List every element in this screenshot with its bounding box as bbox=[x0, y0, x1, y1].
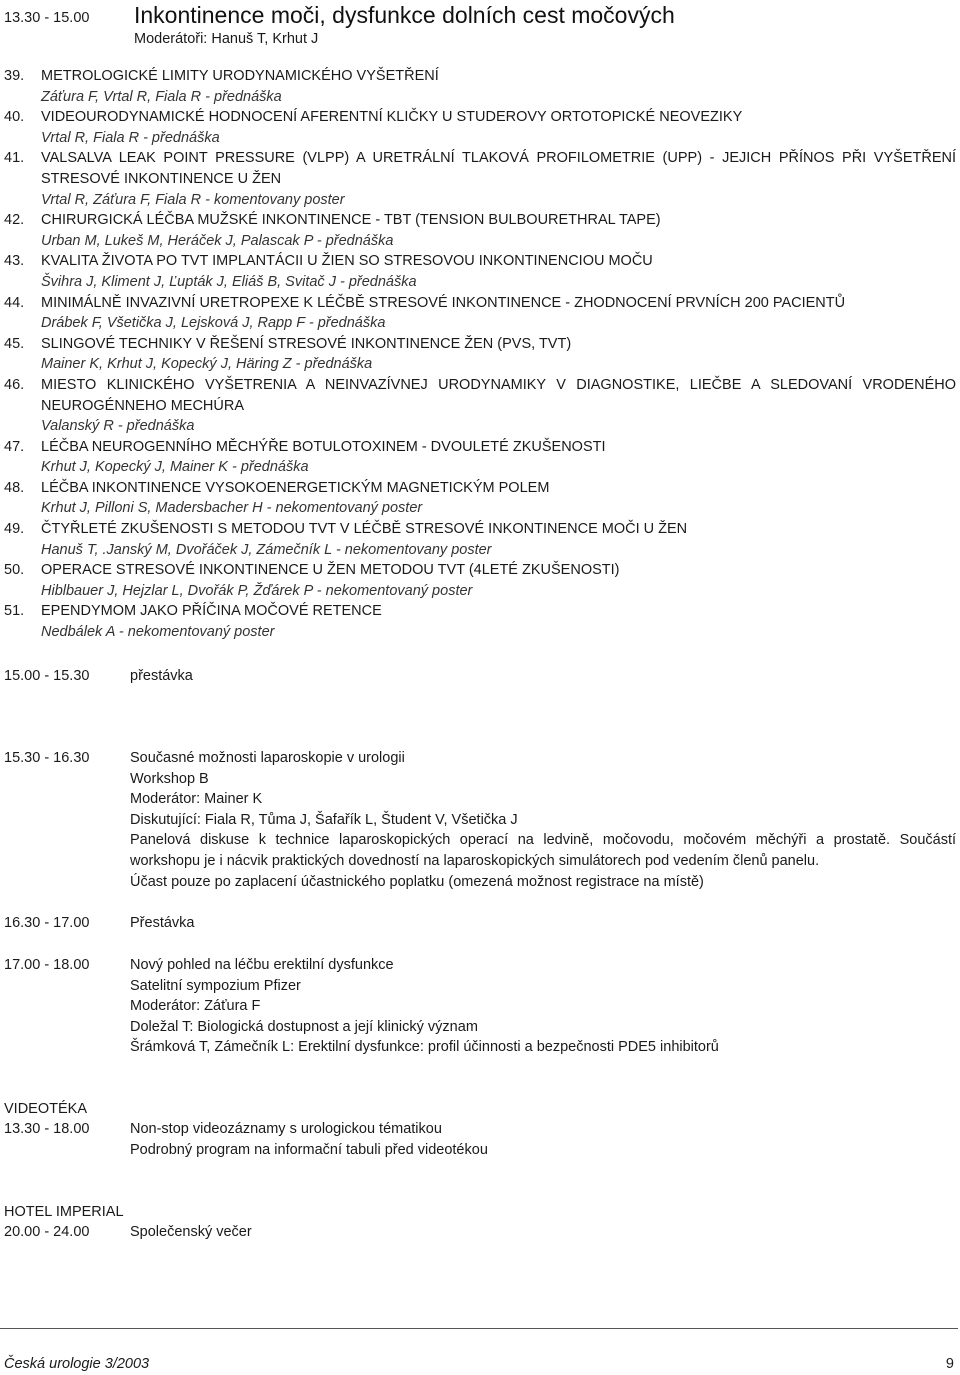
symposium-talk-1: Doležal T: Biologická dostupnost a její klinický význam bbox=[130, 1018, 478, 1035]
item-number: 50. bbox=[4, 562, 25, 579]
item-title: OPERACE STRESOVÉ INKONTINENCE U ŽEN METODOU TVT (4LETÉ ZKUŠENOSTI) bbox=[41, 562, 620, 579]
workshop-discussants: Diskutující: Fiala R, Tůma J, Šafařík L, Študent V, Všetička J bbox=[130, 811, 518, 828]
presentation-list bbox=[4, 66, 956, 643]
list-item bbox=[4, 334, 956, 375]
hotel-title: Společenský večer bbox=[130, 1224, 252, 1240]
footer-journal: Česká urologie 3/2003 bbox=[4, 1356, 150, 1372]
item-number: 49. bbox=[4, 521, 25, 538]
item-authors: Urban M, Lukeš M, Heráček J, Palascak P - přednáška bbox=[41, 232, 394, 249]
footer-page-number: 9 bbox=[945, 1356, 954, 1372]
session-title: Inkontinence moči, dysfunkce dolních cest močových bbox=[134, 2, 675, 28]
item-title: KVALITA ŽIVOTA PO TVT IMPLANTÁCII U ŽIEN SO STRESOVOU INKONTINENCIOU MOČU bbox=[41, 253, 653, 270]
videoteka-time: 13.30 - 18.00 bbox=[4, 1121, 90, 1137]
list-item bbox=[4, 148, 956, 210]
item-authors: Valanský R - přednáška bbox=[41, 418, 195, 435]
item-title: VALSALVA LEAK POINT PRESSURE (VLPP) A URETRÁLNÍ TLAKOVÁ PROFILOMETRIE (UPP) - JEJICH PŘÍNOS PŘI VYŠETŘENÍ STRESOVÉ INKONTINENCE U ŽEN bbox=[41, 150, 956, 187]
list-item bbox=[4, 478, 956, 519]
break-label: přestávka bbox=[130, 668, 193, 684]
videoteka-label: VIDEOTÉKA bbox=[4, 1101, 87, 1117]
item-authors: Mainer K, Krhut J, Kopecký J, Häring Z - přednáška bbox=[41, 356, 373, 373]
item-title: LÉČBA INKONTINENCE VYSOKOENERGETICKÝM MAGNETICKÝM POLEM bbox=[41, 479, 550, 496]
list-item bbox=[4, 210, 956, 251]
hotel-label: HOTEL IMPERIAL bbox=[4, 1204, 124, 1220]
workshop-time: 15.30 - 16.30 bbox=[4, 750, 90, 766]
item-title: EPENDYMOM JAKO PŘÍČINA MOČOVÉ RETENCE bbox=[41, 603, 382, 620]
symposium-talk-2: Šrámková T, Zámečník L: Erektilní dysfunkce: profil účinnosti a bezpečnosti PDE5 inhibitorů bbox=[130, 1039, 719, 1056]
hotel-time: 20.00 - 24.00 bbox=[4, 1224, 90, 1240]
item-authors: Hiblbauer J, Hejzlar L, Dvořák P, Žďárek P - nekomentovaný poster bbox=[41, 582, 473, 599]
item-number: 45. bbox=[4, 335, 25, 352]
item-title: MINIMÁLNĚ INVAZIVNÍ URETROPEXE K LÉČBĚ STRESOVÉ INKONTINENCE - ZHODNOCENÍ PRVNÍCH 200 PACIENTŮ bbox=[41, 294, 846, 311]
item-authors: Drábek F, Všetička J, Lejsková J, Rapp F - přednáška bbox=[41, 315, 386, 332]
item-number: 44. bbox=[4, 294, 25, 311]
item-title: LÉČBA NEUROGENNÍHO MĚCHÝŘE BOTULOTOXINEM - DVOULETÉ ZKUŠENOSTI bbox=[41, 438, 606, 455]
item-title: METROLOGICKÉ LIMITY URODYNAMICKÉHO VYŠETŘENÍ bbox=[41, 68, 439, 84]
list-item bbox=[4, 251, 956, 292]
break-time: 15.00 - 15.30 bbox=[4, 668, 90, 684]
videoteka-note: Podrobný program na informační tabuli před videotékou bbox=[130, 1141, 488, 1158]
item-number: 43. bbox=[4, 253, 25, 270]
item-number: 39. bbox=[4, 68, 25, 84]
item-title: CHIRURGICKÁ LÉČBA MUŽSKÉ INKONTINENCE - TBT (TENSION BULBOURETHRAL TAPE) bbox=[41, 212, 661, 229]
item-authors: Hanuš T, .Janský M, Dvořáček J, Zámečník L - nekomentovany poster bbox=[41, 541, 492, 558]
item-authors: Nedbálek A - nekomentovaný poster bbox=[41, 624, 275, 641]
item-authors: Krhut J, Pilloni S, Madersbacher H - nekomentovaný poster bbox=[41, 500, 423, 517]
list-item bbox=[4, 293, 956, 334]
list-item bbox=[4, 66, 956, 107]
list-item bbox=[4, 437, 956, 478]
workshop-subtitle: Workshop B bbox=[130, 770, 209, 787]
workshop-title: Současné možnosti laparoskopie v urologii bbox=[130, 750, 405, 766]
symposium-subtitle: Satelitní sympozium Pfizer bbox=[130, 977, 301, 994]
list-item bbox=[4, 601, 956, 642]
item-number: 51. bbox=[4, 603, 25, 620]
item-title: SLINGOVÉ TECHNIKY V ŘEŠENÍ STRESOVÉ INKONTINENCE ŽEN (PVS, TVT) bbox=[41, 335, 572, 352]
item-authors: Záťura F, Vrtal R, Fiala R - přednáška bbox=[41, 88, 282, 105]
item-number: 46. bbox=[4, 376, 25, 393]
list-item bbox=[4, 519, 956, 560]
item-number: 40. bbox=[4, 109, 25, 126]
symposium-moderator: Moderátor: Záťura F bbox=[130, 998, 261, 1015]
item-authors: Vrtal R, Fiala R - přednáška bbox=[41, 129, 220, 146]
item-authors: Krhut J, Kopecký J, Mainer K - přednáška bbox=[41, 459, 309, 476]
item-number: 41. bbox=[4, 150, 25, 167]
item-title: MIESTO KLINICKÉHO VYŠETRENIA A NEINVAZÍVNEJ URODYNAMIKY V DIAGNOSTIKE, LIEČBE A SLEDOVANÍ VRODENÉHO NEUROGÉNNEHO MECHÚRA bbox=[41, 376, 956, 414]
item-title: ČTYŘLETÉ ZKUŠENOSTI S METODOU TVT V LÉČBĚ STRESOVÉ INKONTINENCE MOČI U ŽEN bbox=[41, 521, 688, 538]
item-title: VIDEOURODYNAMICKÉ HODNOCENÍ AFERENTNÍ KLIČKY U STUDEROVY ORTOTOPICKÉ NEOVEZIKY bbox=[41, 109, 743, 126]
workshop-description: Panelová diskuse k technice laparoskopických operací na ledvině, močovodu, močovém měchýři a prostatě. Součástí workshopu je i nácvik praktických dovedností na laparoskopických simulátorech pod vedením členů panelu. bbox=[130, 832, 956, 869]
videoteka-title: Non-stop videozáznamy s urologickou tématikou bbox=[130, 1121, 442, 1137]
symposium-time: 17.00 - 18.00 bbox=[4, 957, 90, 973]
workshop-note: Účast pouze po zaplacení účastnického poplatku (omezená možnost registrace na místě) bbox=[130, 873, 704, 890]
list-item bbox=[4, 375, 956, 437]
break2-label: Přestávka bbox=[130, 915, 195, 931]
session-moderators: Moderátoři: Hanuš T, Krhut J bbox=[134, 31, 319, 47]
break2-time: 16.30 - 17.00 bbox=[4, 915, 90, 931]
workshop-moderator: Moderátor: Mainer K bbox=[130, 791, 263, 808]
item-number: 47. bbox=[4, 438, 25, 455]
list-item bbox=[4, 107, 956, 148]
symposium-title: Nový pohled na léčbu erektilní dysfunkce bbox=[130, 957, 394, 973]
item-number: 42. bbox=[4, 212, 25, 229]
item-authors: Vrtal R, Záťura F, Fiala R - komentovany poster bbox=[41, 191, 345, 208]
session-time: 13.30 - 15.00 bbox=[4, 10, 90, 26]
footer-divider bbox=[0, 1328, 958, 1329]
item-authors: Švihra J, Kliment J, Ľupták J, Eliáš B, Svitač J - přednáška bbox=[41, 273, 417, 290]
list-item bbox=[4, 560, 956, 601]
item-number: 48. bbox=[4, 479, 25, 496]
